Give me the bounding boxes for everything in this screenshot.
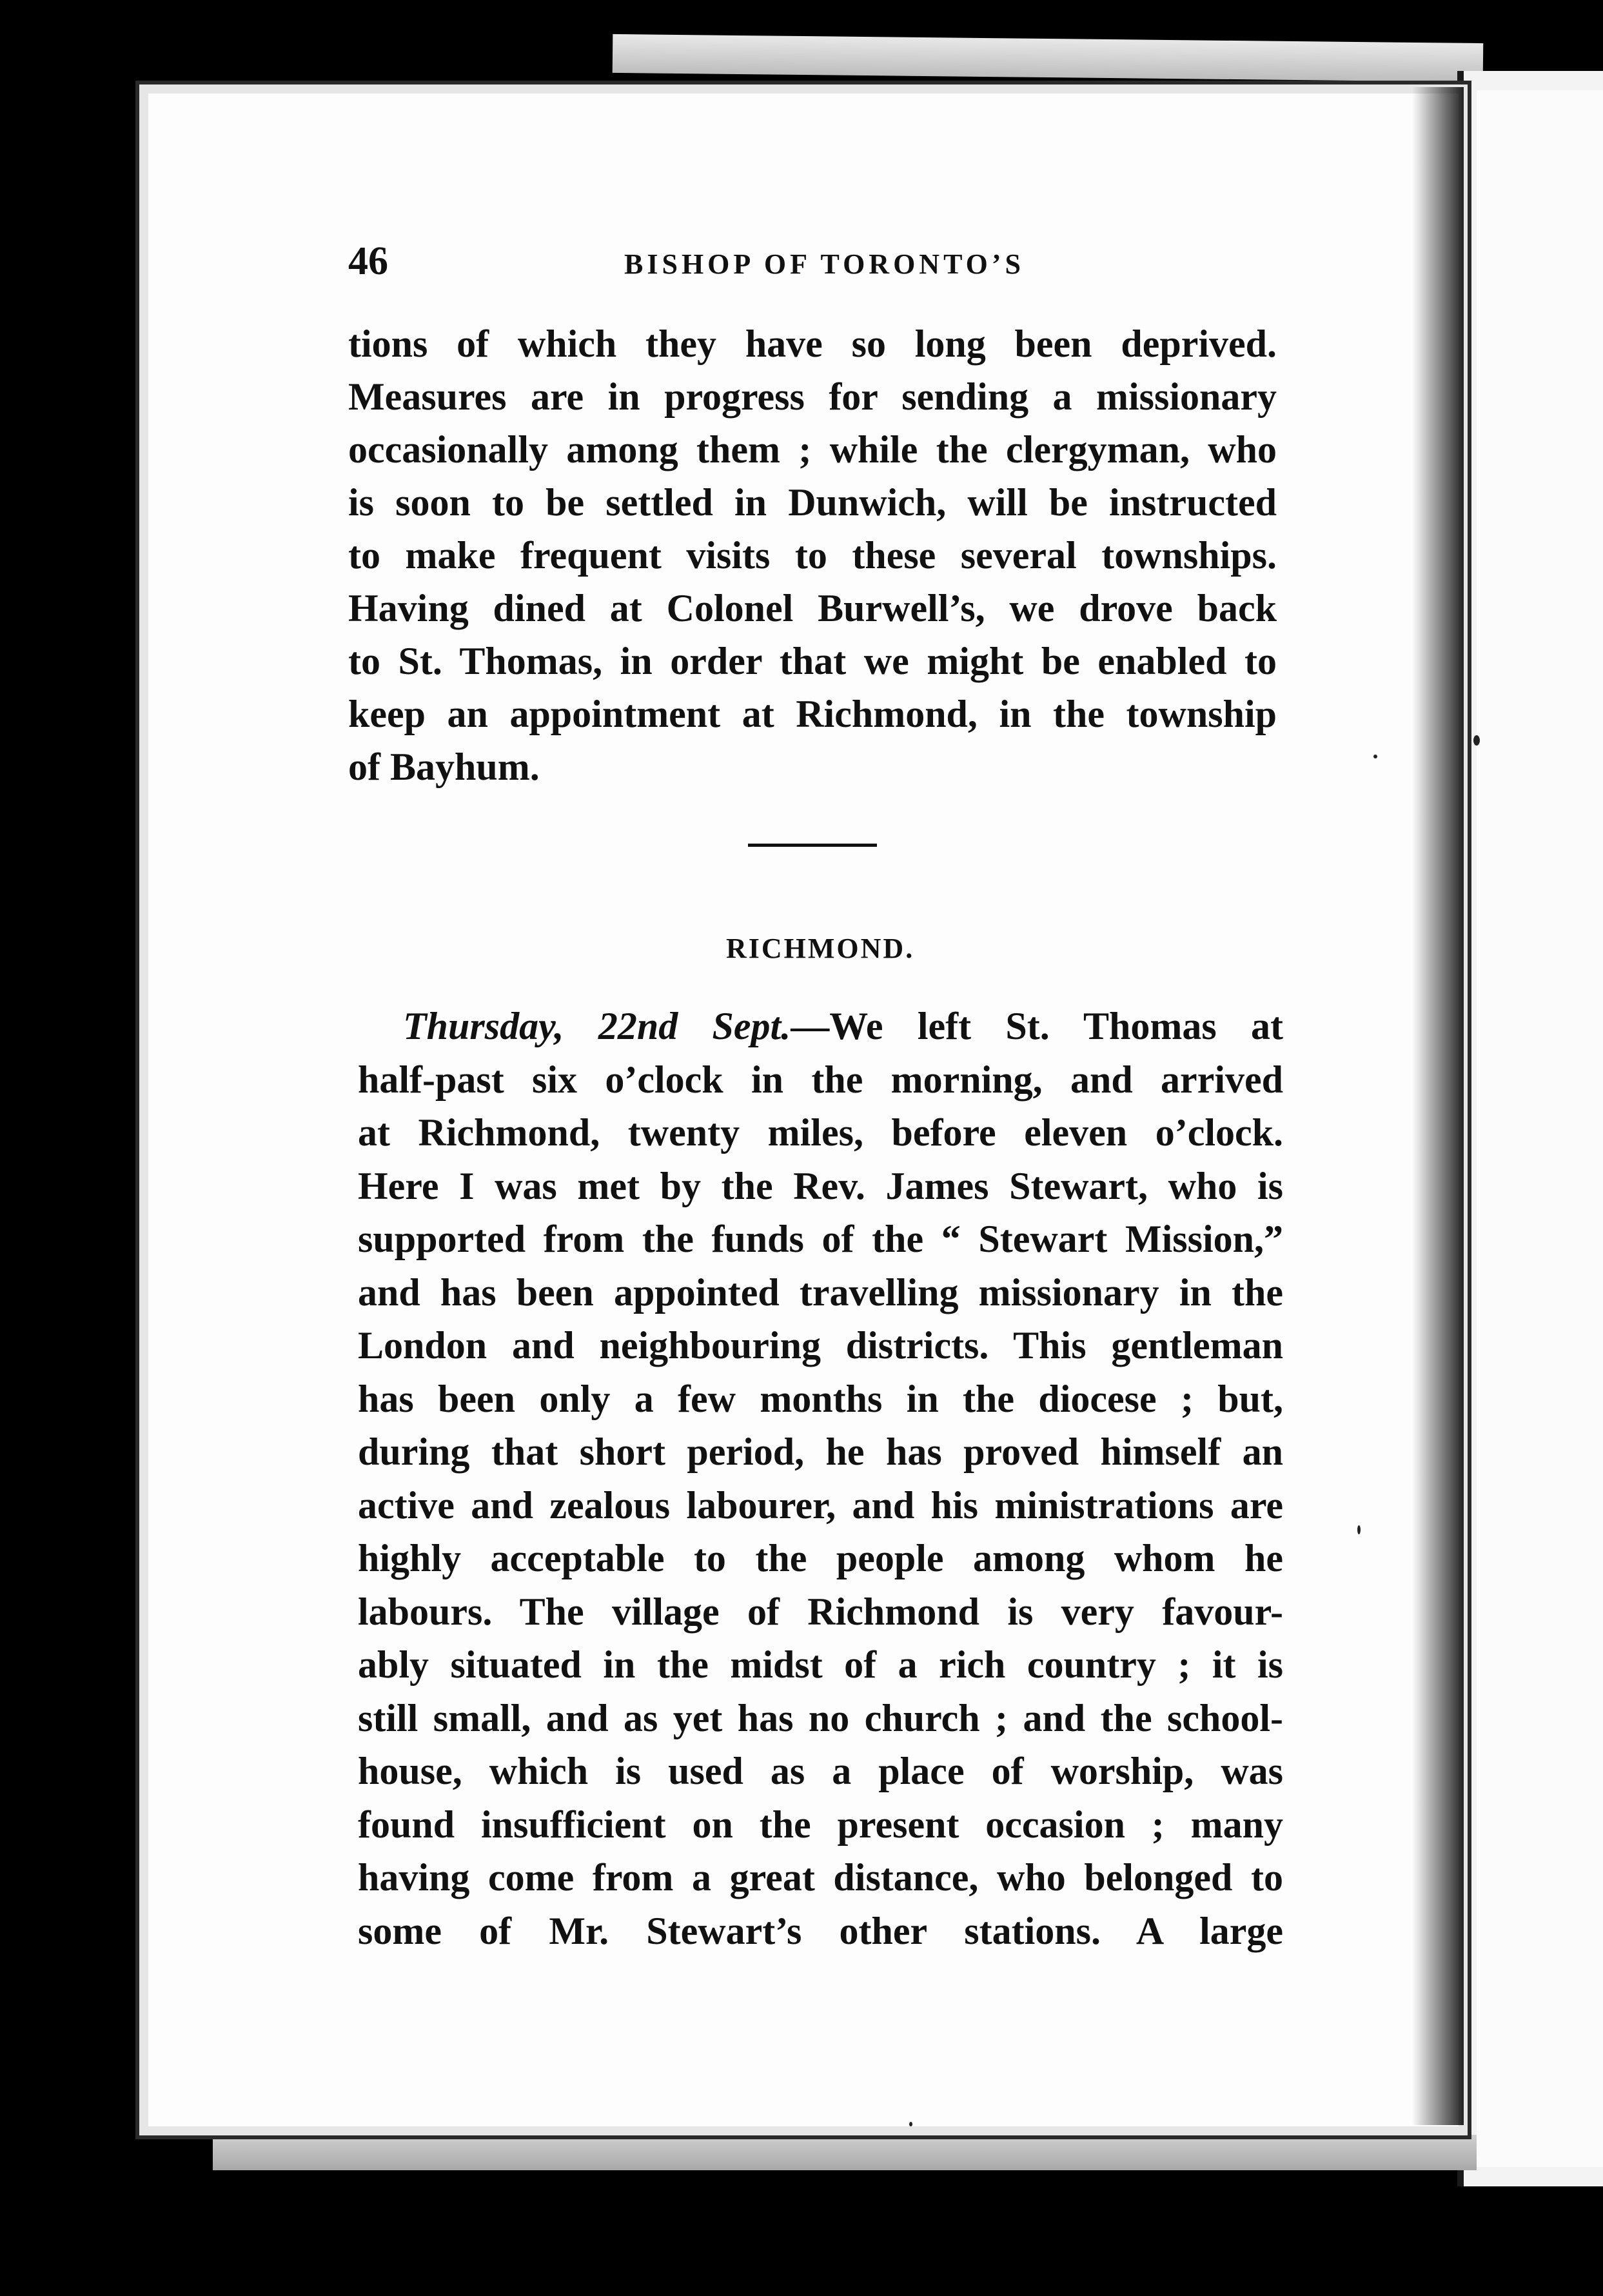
paragraph-2 <box>358 1000 1283 1957</box>
scan-speck <box>909 2122 912 2126</box>
text-line-first <box>358 1000 1283 1053</box>
text-line: Measures are in progress for sending a missionary <box>348 375 1277 418</box>
date-value: 22nd <box>598 1005 678 1047</box>
facing-page <box>1477 90 1603 2167</box>
text-line: supported from the funds of the “ Stewart Mission,” <box>358 1218 1283 1260</box>
text-line: ably situated in the midst of a rich country ; it is <box>358 1643 1283 1686</box>
gutter-shadow <box>1412 87 1464 2125</box>
text-line: tions of which they have so long been deprived. <box>348 322 1277 365</box>
text-line: and has been appointed travelling missionary in the <box>358 1271 1283 1314</box>
text-line: of Bayhum. <box>348 746 540 788</box>
text-line: during that short period, he has proved himself an <box>358 1430 1283 1473</box>
page-edge-bottom <box>213 2135 1477 2170</box>
first-line-rest: —We left St. Thomas at <box>791 1005 1284 1047</box>
text-line: keep an appointment at Richmond, in the township <box>348 693 1277 735</box>
text-line: labours. The village of Richmond is very favour- <box>358 1590 1283 1633</box>
page-header <box>348 239 1380 290</box>
text-line: half-past six o’clock in the morning, and arrived <box>358 1058 1283 1101</box>
page-number: 46 <box>348 239 388 283</box>
text-line: Having dined at Colonel Burwell’s, we drove back <box>348 587 1277 629</box>
text-line: London and neighbouring districts. This gentleman <box>358 1324 1283 1367</box>
scan-speck <box>1473 735 1480 746</box>
text-line: found insufficient on the present occasion ; many <box>358 1803 1283 1846</box>
running-head: BISHOP OF TORONTO’S <box>624 248 1025 280</box>
section-heading: RICHMOND. <box>726 933 915 964</box>
scan-speck <box>1357 1525 1361 1534</box>
text-line: some of Mr. Stewart’s other stations. A large <box>358 1909 1283 1952</box>
text-line: active and zealous labourer, and his ministrations are <box>358 1483 1283 1527</box>
text-line: at Richmond, twenty miles, before eleven o’clock. <box>358 1111 1283 1154</box>
text-line: to make frequent visits to these several townships. <box>348 534 1277 577</box>
date-month: Sept. <box>712 1005 791 1047</box>
text-line: to St. Thomas, in order that we might be enabled to <box>348 640 1277 682</box>
text-line: occasionally among them ; while the clergyman, who <box>348 428 1277 471</box>
text-line: Here I was met by the Rev. James Stewart, who is <box>358 1164 1283 1207</box>
section-divider <box>748 844 877 847</box>
paragraph-1 <box>348 317 1277 793</box>
scan-speck <box>1373 755 1377 758</box>
text-line: is soon to be settled in Dunwich, will be instructed <box>348 481 1277 524</box>
page-edge-top <box>613 34 1484 82</box>
text-line: house, which is used as a place of worship, was <box>358 1750 1283 1792</box>
text-line: has been only a few months in the diocese ; but, <box>358 1377 1283 1420</box>
text-line: having come from a great distance, who belonged to <box>358 1856 1283 1899</box>
text-line: still small, and as yet has no church ; and the school- <box>358 1696 1283 1739</box>
text-line: highly acceptable to the people among whom he <box>358 1537 1283 1579</box>
date-label: Thursday, <box>403 1005 564 1047</box>
